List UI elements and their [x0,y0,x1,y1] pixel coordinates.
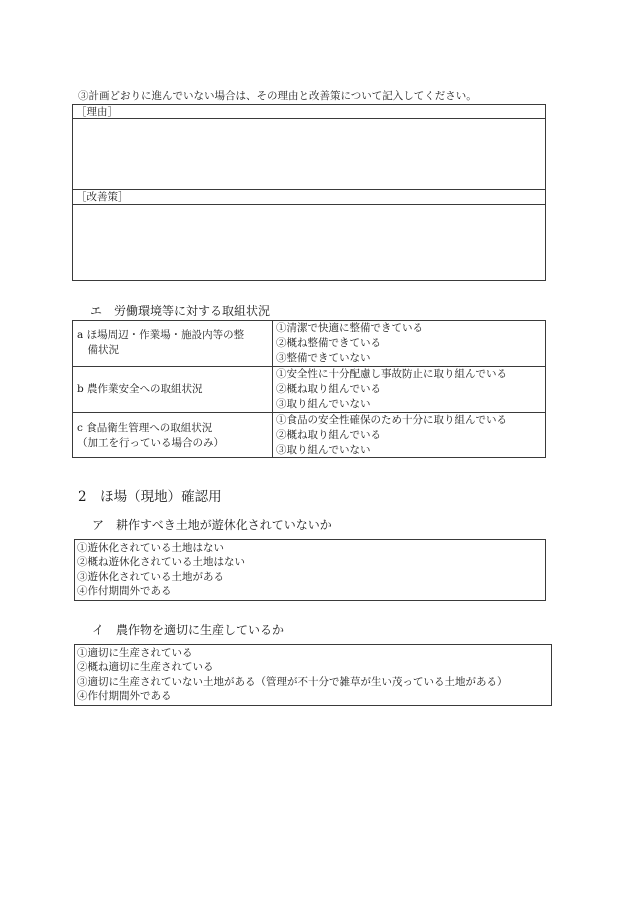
field-i-option-4[interactable]: ④作付期間外である [77,690,172,702]
labor-row-c-option-2[interactable]: ②概ね取り組んでいる [276,429,381,441]
labor-row-c-label-2: （加工を行っている場合のみ） [77,437,224,449]
field-i-option-2[interactable]: ②概ね適切に生産されている [77,661,214,673]
labor-row-a-label-2: 備状況 [77,344,119,356]
labor-row-a-option-2[interactable]: ②概ね整備できている [276,337,381,349]
labor-row-a-option-1[interactable]: ①清潔で快適に整備できている [276,322,423,334]
labor-row-a-option-3[interactable]: ③整備できていない [276,352,371,364]
field-i-option-3[interactable]: ③適切に生産されていない土地がある（管理が不十分で雑草が生い茂っている土地がある） [77,676,508,688]
labor-row-b-option-1[interactable]: ①安全性に十分配慮し事故防止に取り組んでいる [276,368,507,380]
field-a-option-2[interactable]: ②概ね遊休化されている土地はない [77,556,245,568]
improvement-label: ［改善策］ [76,191,129,203]
labor-row-a-label-1: a ほ場周辺・作業場・施設内等の整 [77,329,245,341]
labor-heading: エ 労働環境等に対する取組状況 [90,304,271,318]
reason-bottom-divider [72,189,546,190]
labor-row-b-option-3[interactable]: ③取り組んでいない [276,398,371,410]
field-a-heading: ア 耕作すべき土地が遊休化されていないか [92,518,332,532]
field-a-option-4[interactable]: ④作付期間外である [77,585,172,597]
labor-row-c-label-1: c 食品衛生管理への取組状況 [77,422,213,434]
labor-row-c-option-1[interactable]: ①食品の安全性確保のため十分に取り組んでいる [276,414,507,426]
field-a-option-3[interactable]: ③遊休化されている土地がある [77,571,224,583]
improvement-input-area[interactable] [73,205,545,280]
field-i-option-1[interactable]: ①適切に生産されている [77,647,193,659]
labor-row-b-option-2[interactable]: ②概ね取り組んでいる [276,383,381,395]
reason-input-area[interactable] [73,119,545,188]
field-heading: 2 ほ場（現地）確認用 [78,489,222,505]
labor-table-col-divider [272,320,273,458]
field-i-heading: イ 農作物を適切に生産しているか [92,623,285,637]
labor-row-c-option-3[interactable]: ③取り組んでいない [276,444,371,456]
field-a-option-1[interactable]: ①遊休化されている土地はない [77,542,224,554]
reason-label: ［理由］ [76,106,118,118]
labor-row-b-label-1: b 農作業安全への取組状況 [77,383,203,395]
instruction-text: ③計画どおりに進んでいない場合は、その理由と改善策について記入してください。 [78,90,477,102]
